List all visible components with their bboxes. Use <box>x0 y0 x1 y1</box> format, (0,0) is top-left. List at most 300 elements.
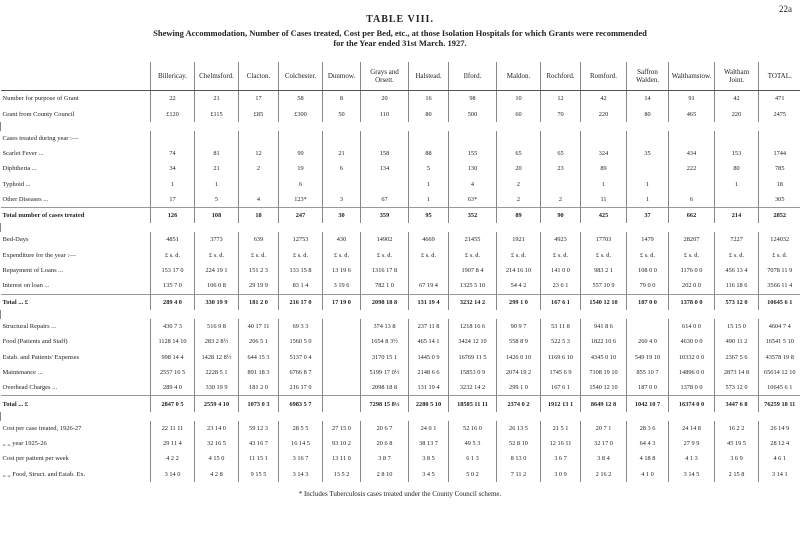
table-cell: £ s. d. <box>239 248 279 263</box>
table-cell: 214 16 10 <box>497 263 541 278</box>
table-cell <box>239 176 279 191</box>
table-cell: 644 15 3 <box>239 349 279 364</box>
table-cell: 12753 <box>279 232 323 247</box>
table-cell: 70 <box>541 106 581 121</box>
table-cell: 131 19 4 <box>409 380 449 396</box>
table-cell: 13 19 6 <box>323 263 361 278</box>
table-cell: £ s. d. <box>715 248 759 263</box>
spacer-row <box>1 122 800 131</box>
table-cell: 6 1 3 <box>449 451 497 466</box>
table-cell: 67 <box>361 192 409 208</box>
table-cell: 359 <box>361 208 409 224</box>
table-cell: 18 <box>759 176 800 191</box>
table-cell: 1169 6 10 <box>541 349 581 364</box>
table-cell: 5 <box>195 192 239 208</box>
table-cell: 130 <box>449 161 497 176</box>
table-cell: 167 6 1 <box>541 380 581 396</box>
table-cell: 38 13 7 <box>409 436 449 451</box>
table-cell: 6983 5 7 <box>279 396 323 412</box>
table-cell: 3424 12 10 <box>449 334 497 349</box>
column-header: Billericay. <box>151 62 195 91</box>
table-cell <box>239 131 279 146</box>
table-cell: 941 8 6 <box>581 319 627 334</box>
table-cell <box>497 131 541 146</box>
table-cell: 998 14 4 <box>151 349 195 364</box>
table-cell: 32 16 5 <box>195 436 239 451</box>
table-cell: 2228 5 1 <box>195 365 239 380</box>
table-cell: 43578 19 8 <box>759 349 800 364</box>
table-cell: 855 10 7 <box>627 365 669 380</box>
table-cell: 4 1 0 <box>627 466 669 482</box>
row-label: Cost per case treated, 1926-27 <box>2 424 82 432</box>
table-cell: 2367 5 6 <box>715 349 759 364</box>
table-cell: 430 7 3 <box>151 319 195 334</box>
table-cell: 34 <box>151 161 195 176</box>
table-cell: 4 15 0 <box>195 451 239 466</box>
table-cell: £300 <box>279 106 323 121</box>
table-cell: 430 <box>323 232 361 247</box>
table-cell: 141 0 0 <box>541 263 581 278</box>
table-cell: 3566 11 4 <box>759 278 800 294</box>
table-cell: 20 7 1 <box>581 421 627 436</box>
table-cell: 471 <box>759 91 800 107</box>
table-cell: 3170 15 1 <box>361 349 409 364</box>
table-cell: 83 1 4 <box>279 278 323 294</box>
table-cell: 28207 <box>669 232 715 247</box>
table-cell <box>361 131 409 146</box>
table-cell: 782 1 0 <box>361 278 409 294</box>
table-cell: 133 15 8 <box>279 263 323 278</box>
table-row <box>1 319 800 334</box>
table-cell: 59 12 3 <box>239 421 279 436</box>
table-cell: 4 2 2 <box>151 451 195 466</box>
table-cell: £ s. d. <box>497 248 541 263</box>
table-subtitle <box>0 28 800 48</box>
table-cell: 93 10 2 <box>323 436 361 451</box>
table-cell: £ s. d. <box>541 248 581 263</box>
table-cell: 237 11 8 <box>409 319 449 334</box>
table-cell: 7108 19 10 <box>581 365 627 380</box>
table-cell: 53 11 8 <box>541 319 581 334</box>
table-cell: 28 12 4 <box>759 436 800 451</box>
row-label: Grant from County Council <box>2 110 75 118</box>
hospital-statistics-table <box>0 62 800 482</box>
table-cell: £ s. d. <box>361 248 409 263</box>
row-label: ,, ,, Food, Struct. and Estab. Ex. <box>2 470 86 478</box>
table-cell: 131 19 4 <box>409 294 449 310</box>
table-cell: 4604 7 4 <box>759 319 800 334</box>
table-cell: 12 16 11 <box>541 436 581 451</box>
table-cell: 289 4 0 <box>151 380 195 396</box>
table-cell: 187 0 0 <box>627 380 669 396</box>
table-cell: 67 19 4 <box>409 278 449 294</box>
table-cell: 1912 13 1 <box>541 396 581 412</box>
table-cell: 3 14 0 <box>151 466 195 482</box>
table-cell: 16 2 2 <box>715 421 759 436</box>
table-cell: 1 <box>627 192 669 208</box>
table-cell: 22 11 11 <box>151 421 195 436</box>
table-cell: 32 17 0 <box>581 436 627 451</box>
table-cell: 12 <box>239 146 279 161</box>
table-cell: 23 <box>541 161 581 176</box>
table-cell: 1 <box>715 176 759 191</box>
table-row <box>1 248 800 263</box>
row-label: Cases treated during year :— <box>2 134 79 142</box>
column-header: Saffron Walden. <box>627 62 669 91</box>
table-cell: 500 <box>449 106 497 121</box>
table-cell: 4 <box>449 176 497 191</box>
table-cell: 40 17 11 <box>239 319 279 334</box>
table-cell: 4 1 3 <box>669 451 715 466</box>
row-label: Bed-Days <box>2 236 29 244</box>
table-cell: 6766 8 7 <box>279 365 323 380</box>
table-cell: 3 16 7 <box>279 451 323 466</box>
table-cell: 3 8 5 <box>409 451 449 466</box>
table-row <box>1 349 800 364</box>
row-label: Total number of cases treated <box>1 208 151 224</box>
row-label: Other Diseases ... <box>2 195 49 203</box>
table-cell <box>323 131 361 146</box>
table-cell: 2280 5 10 <box>409 396 449 412</box>
table-cell: 283 2 8½ <box>195 334 239 349</box>
table-cell <box>323 365 361 380</box>
table-cell: 27 15 0 <box>323 421 361 436</box>
table-cell: 1 <box>581 176 627 191</box>
table-cell: 299 1 0 <box>497 380 541 396</box>
table-cell: 4669 <box>409 232 449 247</box>
table-cell: 89 <box>581 161 627 176</box>
table-cell: 3 0 9 <box>541 466 581 482</box>
table-cell: 181 2 0 <box>239 380 279 396</box>
table-cell: 785 <box>759 161 800 176</box>
table-cell: 43 16 7 <box>239 436 279 451</box>
table-cell: 891 18 3 <box>239 365 279 380</box>
table-cell: 99 <box>279 146 323 161</box>
table-cell: 3232 14 2 <box>449 294 497 310</box>
table-cell <box>627 319 669 334</box>
table-cell: 216 17 0 <box>279 380 323 396</box>
column-header: Clacton. <box>239 62 279 91</box>
table-cell: 4 6 1 <box>759 451 800 466</box>
table-cell: 1 <box>409 176 449 191</box>
table-cell: 1426 0 10 <box>497 349 541 364</box>
table-cell: 5 <box>409 161 449 176</box>
table-cell: 126 <box>151 208 195 224</box>
table-cell: 10332 0 0 <box>669 349 715 364</box>
table-cell: 22 <box>151 91 195 107</box>
table-cell: 80 <box>627 106 669 121</box>
table-cell: 1378 0 0 <box>669 294 715 310</box>
table-cell: 20 <box>497 161 541 176</box>
table-cell <box>541 176 581 191</box>
table-cell: 65 <box>497 146 541 161</box>
table-cell: 2559 4 10 <box>195 396 239 412</box>
table-cell: 21 5 1 <box>541 421 581 436</box>
table-cell: 206 5 1 <box>239 334 279 349</box>
table-cell: 23 14 0 <box>195 421 239 436</box>
table-cell: 222 <box>669 161 715 176</box>
table-cell: 4345 0 10 <box>581 349 627 364</box>
column-header: Rochford. <box>541 62 581 91</box>
table-cell: 21 <box>195 161 239 176</box>
table-cell: 465 <box>669 106 715 121</box>
table-cell: 1218 16 6 <box>449 319 497 334</box>
table-cell: 2847 0 5 <box>151 396 195 412</box>
table-cell: 1176 0 0 <box>669 263 715 278</box>
table-cell <box>715 131 759 146</box>
table-row <box>1 365 800 380</box>
table-row <box>1 131 800 146</box>
table-cell: 1 <box>195 176 239 191</box>
table-cell: 88 <box>409 146 449 161</box>
table-cell: 11 15 1 <box>239 451 279 466</box>
header-label-cell <box>1 62 151 91</box>
table-cell: 11 <box>581 192 627 208</box>
table-cell: 2098 18 8 <box>361 380 409 396</box>
table-cell: 2852 <box>759 208 800 224</box>
table-cell: 21 <box>195 91 239 107</box>
table-cell: £ s. d. <box>669 248 715 263</box>
table-cell: 549 19 10 <box>627 349 669 364</box>
column-header: Dunmow. <box>323 62 361 91</box>
row-label: Estab. and Patients' Expenses <box>2 353 80 361</box>
table-cell: £ s. d. <box>195 248 239 263</box>
table-cell: £ s. d. <box>409 248 449 263</box>
table-cell: 8649 12 8 <box>581 396 627 412</box>
table-cell: 24 14 8 <box>669 421 715 436</box>
table-cell: 13 5 2 <box>323 466 361 482</box>
table-cell: £120 <box>151 106 195 121</box>
table-cell: 1560 5 0 <box>279 334 323 349</box>
table-cell: 95 <box>409 208 449 224</box>
table-cell: 98 <box>449 91 497 107</box>
table-cell: 7 11 2 <box>497 466 541 482</box>
table-cell: 305 <box>759 192 800 208</box>
table-cell: 106 0 8 <box>195 278 239 294</box>
table-cell: 573 12 0 <box>715 294 759 310</box>
table-cell: 8 13 0 <box>497 451 541 466</box>
table-cell: £115 <box>195 106 239 121</box>
table-cell: 181 2 0 <box>239 294 279 310</box>
table-cell: £ s. d. <box>449 248 497 263</box>
table-cell: 124032 <box>759 232 800 247</box>
table-cell: 8 <box>323 91 361 107</box>
table-cell: 18585 11 11 <box>449 396 497 412</box>
table-cell: 90 9 7 <box>497 319 541 334</box>
table-cell: 4923 <box>541 232 581 247</box>
table-cell: 465 14 1 <box>409 334 449 349</box>
table-cell: £ s. d. <box>581 248 627 263</box>
table-cell: 116 18 6 <box>715 278 759 294</box>
table-cell: 1745 6 9 <box>541 365 581 380</box>
table-cell: 516 9 8 <box>195 319 239 334</box>
table-cell: 10 <box>497 91 541 107</box>
table-cell: 3773 <box>195 232 239 247</box>
table-cell: 1316 17 8 <box>361 263 409 278</box>
table-cell: 330 19 9 <box>195 380 239 396</box>
table-cell: 54 4 2 <box>497 278 541 294</box>
table-cell: 167 6 1 <box>541 294 581 310</box>
table-cell: 4 18 8 <box>627 451 669 466</box>
table-cell: 1921 <box>497 232 541 247</box>
table-cell: 2 <box>541 192 581 208</box>
table-cell: 13 11 0 <box>323 451 361 466</box>
table-cell: 158 <box>361 146 409 161</box>
table-cell: 1907 8 4 <box>449 263 497 278</box>
table-cell: 434 <box>669 146 715 161</box>
table-cell: 63* <box>449 192 497 208</box>
table-cell: 1325 5 10 <box>449 278 497 294</box>
table-cell: £ s. d. <box>151 248 195 263</box>
table-cell: 10645 6 1 <box>759 380 800 396</box>
table-cell: 89 <box>497 208 541 224</box>
table-cell: 15 15 0 <box>715 319 759 334</box>
table-cell: 110 <box>361 106 409 121</box>
table-cell: 557 10 9 <box>581 278 627 294</box>
table-cell: 52 16 0 <box>449 421 497 436</box>
table-cell: 247 <box>279 208 323 224</box>
table-cell: 324 <box>581 146 627 161</box>
table-cell: 1479 <box>627 232 669 247</box>
table-cell: 352 <box>449 208 497 224</box>
spacer-row <box>1 223 800 232</box>
table-cell: 19 <box>279 161 323 176</box>
table-cell: 21 <box>323 146 361 161</box>
table-cell: 2873 14 8 <box>715 365 759 380</box>
table-cell: 20 6 7 <box>361 421 409 436</box>
table-cell: 614 0 0 <box>669 319 715 334</box>
row-label: Total ... £ <box>1 294 151 310</box>
table-cell: 4 2 8 <box>195 466 239 482</box>
table-cell: 1042 10 7 <box>627 396 669 412</box>
row-label: Typhoid ... <box>2 180 31 188</box>
table-cell: 1445 0 9 <box>409 349 449 364</box>
table-cell: 5199 17 0½ <box>361 365 409 380</box>
column-header: Maldon. <box>497 62 541 91</box>
table-cell: 3 8 4 <box>581 451 627 466</box>
table-cell: 81 <box>195 146 239 161</box>
table-cell: 289 4 0 <box>151 294 195 310</box>
row-label: Interest on loan ... <box>2 282 50 290</box>
table-cell: 5137 0 4 <box>279 349 323 364</box>
table-cell: 2148 6 6 <box>409 365 449 380</box>
table-row <box>1 106 800 121</box>
table-cell: 42 <box>715 91 759 107</box>
table-body <box>1 91 800 483</box>
table-cell: 1744 <box>759 146 800 161</box>
spacer-row <box>1 310 800 319</box>
table-cell: 7298 15 8½ <box>361 396 409 412</box>
table-cell: 4630 0 0 <box>669 334 715 349</box>
column-header: TOTAL. <box>759 62 800 91</box>
table-cell: 17 <box>151 192 195 208</box>
column-header: Halstead. <box>409 62 449 91</box>
table-cell: 65 <box>541 146 581 161</box>
table-cell: 3 14 5 <box>669 466 715 482</box>
table-cell: 123* <box>279 192 323 208</box>
table-cell: £ s. d. <box>323 248 361 263</box>
row-label: Expenditure for the year :— <box>2 251 76 259</box>
table-cell: 330 19 9 <box>195 294 239 310</box>
table-cell: 29 19 9 <box>239 278 279 294</box>
table-cell: 91 <box>669 91 715 107</box>
total-row <box>1 208 800 224</box>
row-label: Maintenance ... <box>2 368 43 376</box>
table-cell: 2 <box>239 161 279 176</box>
table-cell: 2 <box>497 176 541 191</box>
table-cell: 16374 0 0 <box>669 396 715 412</box>
table-cell <box>541 131 581 146</box>
table-cell: 17703 <box>581 232 627 247</box>
table-cell: 3 4 5 <box>409 466 449 482</box>
table-row <box>1 334 800 349</box>
total-row <box>1 396 800 412</box>
table-cell: 20 <box>361 91 409 107</box>
table-cell <box>669 131 715 146</box>
row-label: Structural Repairs ... <box>2 323 57 330</box>
column-header: Grays and Orsett. <box>361 62 409 91</box>
table-cell: 28 3 6 <box>627 421 669 436</box>
table-cell: 2475 <box>759 106 800 121</box>
table-cell: 2 15 8 <box>715 466 759 482</box>
table-cell: 15853 0 9 <box>449 365 497 380</box>
table-cell: 1654 8 3½ <box>361 334 409 349</box>
table-cell: 26 13 5 <box>497 421 541 436</box>
table-cell: 6 <box>323 161 361 176</box>
table-cell: 9 15 5 <box>239 466 279 482</box>
table-cell: 299 1 0 <box>497 294 541 310</box>
table-cell: 3 6 7 <box>541 451 581 466</box>
column-header: Waltham Joint. <box>715 62 759 91</box>
table-row <box>1 91 800 107</box>
table-cell: 16 14 5 <box>279 436 323 451</box>
table-cell: 20 6 8 <box>361 436 409 451</box>
table-cell: 14 <box>627 91 669 107</box>
table-cell: 37 <box>627 208 669 224</box>
table-cell: 65614 12 10 <box>759 365 800 380</box>
table-row <box>1 451 800 466</box>
table-cell: 3 <box>323 192 361 208</box>
table-cell: 3 6 9 <box>715 451 759 466</box>
table-cell: 52 8 10 <box>497 436 541 451</box>
table-cell <box>449 131 497 146</box>
table-cell: 2 16 2 <box>581 466 627 482</box>
table-cell: 26 14 9 <box>759 421 800 436</box>
row-label: Overhead Charges ... <box>2 384 58 392</box>
table-cell: 662 <box>669 208 715 224</box>
table-cell <box>323 380 361 396</box>
table-cell: 558 8 9 <box>497 334 541 349</box>
table-row <box>1 161 800 176</box>
subtitle-line-2: for the Year ended 31st March. 1927. <box>333 38 467 48</box>
table-cell: 2 8 10 <box>361 466 409 482</box>
table-cell: 134 <box>361 161 409 176</box>
table-cell: 153 17 0 <box>151 263 195 278</box>
table-cell: £ s. d. <box>759 248 800 263</box>
table-row <box>1 176 800 191</box>
table-cell <box>715 192 759 208</box>
table-cell: 74 <box>151 146 195 161</box>
table-cell: 456 13 4 <box>715 263 759 278</box>
table-cell: 1 <box>151 176 195 191</box>
table-row <box>1 278 800 294</box>
table-cell: 30 <box>323 208 361 224</box>
row-label: Scarlet Fever ... <box>2 149 44 157</box>
table-cell <box>151 131 195 146</box>
table-cell: 1540 12 10 <box>581 380 627 396</box>
table-cell: 5 0 2 <box>449 466 497 482</box>
table-cell: 216 17 0 <box>279 294 323 310</box>
